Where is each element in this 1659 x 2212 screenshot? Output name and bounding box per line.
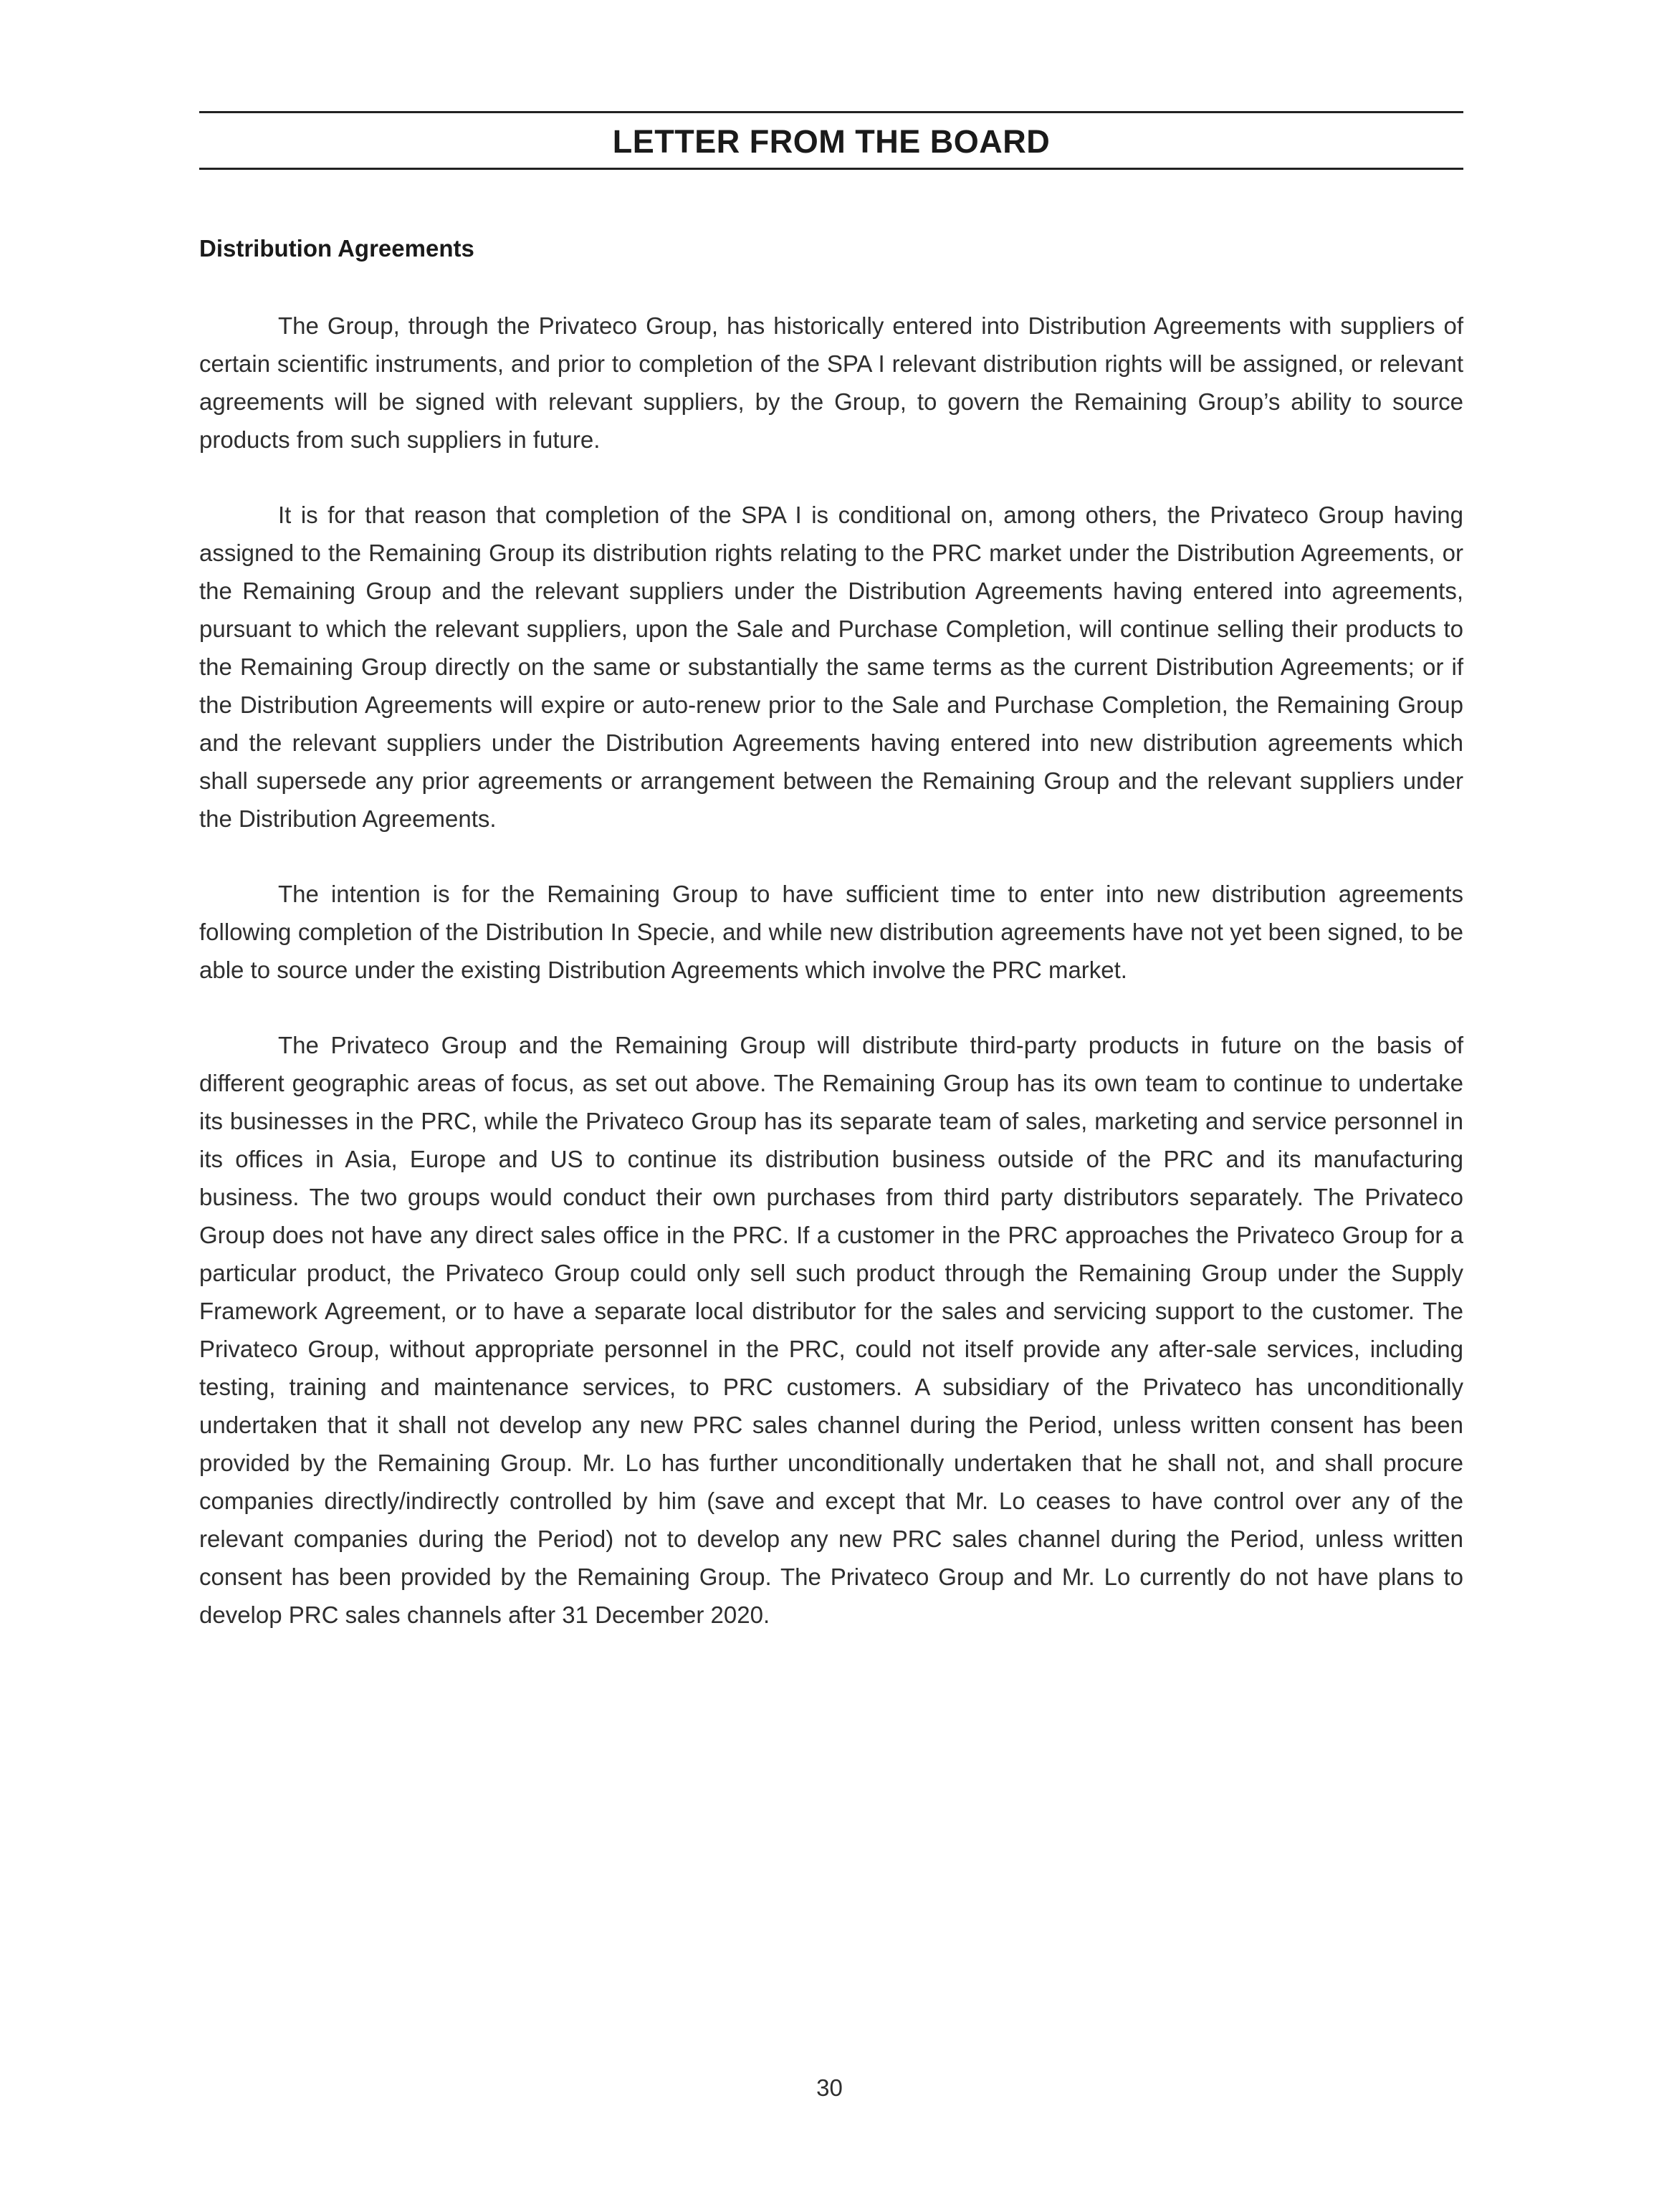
section-heading: Distribution Agreements — [199, 235, 474, 262]
page-header — [199, 111, 1463, 170]
paragraph-3: The intention is for the Remaining Group to have sufficient time to enter into new distribution agreements following completion of the Distribution In Specie, and while new distribution agreements have not yet been signed, to be able to source under the existing Distribution Agreements which involve the PRC market. — [199, 881, 1463, 983]
paragraph-4: The Privateco Group and the Remaining Group will distribute third-party products in future on the basis of different geographic areas of focus, as set out above. The Remaining Group has its own team to continue to undertake its businesses in the PRC, while the Privateco Group has its separate team of sales, marketing and service personnel in its offices in Asia, Europe and US to continue its distribution business outside of the PRC and its manufacturing business. The two groups would conduct their own purchases from third party distributors separately. The Privateco Group does not have any direct sales office in the PRC. If a customer in the PRC approaches the Privateco Group for a particular product, the Privateco Group could only sell such product through the Remaining Group under the Supply Framework Agreement, or to have a separate local distributor for the sales and servicing support to the customer. The Privateco Group, without appropriate personnel in the PRC, could not itself provide any after-sale services, including testing, training and maintenance services, to PRC customers. A subsidiary of the Privateco has unconditionally undertaken that it shall not develop any new PRC sales channel during the Period, unless written consent has been provided by the Remaining Group. Mr. Lo has further unconditionally undertaken that he shall not, and shall procure companies directly/indirectly controlled by him (save and except that Mr. Lo ceases to have control over any of the relevant companies during the Period) not to develop any new PRC sales channel during the Period, unless written consent has been provided by the Remaining Group. The Privateco Group and Mr. Lo currently do not have plans to develop PRC sales channels after 31 December 2020. — [199, 1032, 1463, 1628]
document-body — [199, 307, 1463, 1671]
page-number: 30 — [816, 2074, 843, 2101]
paragraph-2: It is for that reason that completion of the SPA I is conditional on, among others, the Privateco Group having assigned to the Remaining Group its distribution rights relating to the PRC market under the Distribution Agreements, or the Remaining Group and the relevant suppliers under the Distribution Agreements having entered into agreements, pursuant to which the relevant suppliers, upon the Sale and Purchase Completion, will continue selling their products to the Remaining Group directly on the same or substantially the same terms as the current Distribution Agreements; or if the Distribution Agreements will expire or auto-renew prior to the Sale and Purchase Completion, the Remaining Group and the relevant suppliers under the Distribution Agreements having entered into new distribution agreements which shall supersede any prior agreements or arrangement between the Remaining Group and the relevant suppliers under the Distribution Agreements. — [199, 502, 1463, 832]
paragraph-1: The Group, through the Privateco Group, has historically entered into Distribution Agreements with suppliers of certain scientific instruments, and prior to completion of the SPA I relevant distribution rights will be assigned, or relevant agreements will be signed with relevant suppliers, by the Group, to govern the Remaining Group’s ability to source products from such suppliers in future. — [199, 312, 1463, 453]
page-title: LETTER FROM THE BOARD — [612, 123, 1051, 160]
